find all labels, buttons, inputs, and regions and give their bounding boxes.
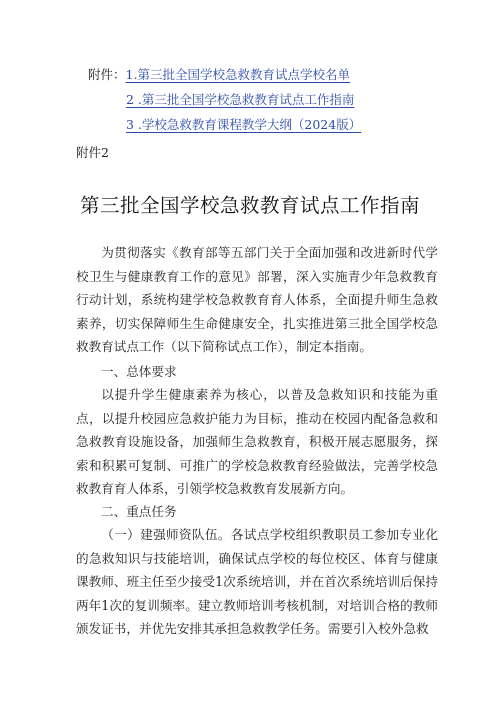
task-teachers-paragraph: （一）建强师资队伍。各试点学校组织教职员工参加专业化的急救知识与技能培训，确保试点学校的每位校区、体育与健康课教师、班主任至少接受1次系统培训，并在首次系统培训后保持两年1次的复训频率。建立教师培训考核机制，对培训合格的教师颁发证书，并优先安排其承担急救教学任务。需要引入校外急救 <box>76 527 438 637</box>
attachment-link-3[interactable]: 3 .学校急救教育课程教学大纲（2024版） <box>126 117 362 132</box>
document-title: 第三批全国学校急救教育试点工作指南 <box>79 194 420 217</box>
attachment-line-3 <box>126 117 361 133</box>
attachment-marker: 附件2 <box>76 145 109 160</box>
intro-paragraph: 为贯彻落实《教育部等五部门关于全面加强和改进新时代学校卫生与健康教育工作的意见》部署，深入实施青少年急救教育行动计划，系统构建学校急救教育育人体系，全面提升师生急救素养，切实保障师生生命健康安全，扎实推进第三批全国学校急救教育试点工作（以下简称试点工作），制定本指南。 <box>76 245 438 355</box>
section-heading-general: 一、总体要求 <box>101 364 177 379</box>
attachment-link-1[interactable]: 1.第三批全国学校急救教育试点学校名单 <box>125 67 350 82</box>
section-heading-tasks: 二、重点任务 <box>101 504 177 519</box>
attachment-link-2[interactable]: 2 .第三批全国学校急救教育试点工作指南 <box>126 92 355 107</box>
general-requirements-paragraph: 以提升学生健康素养为核心，以普及急救知识和技能为重点，以提升校园应急救护能力为目标，推动在校园内配备急救和急救教育设施设备，加强师生急救教育，积极开展志愿服务，探索和积累可复制、可推广的学校急救教育经验做法，完善学校急救教育育人体系，引领学校急救教育发展新方向。 <box>76 387 438 497</box>
attachment-line-1 <box>88 67 350 83</box>
attachment-prefix: 附件： <box>88 67 126 82</box>
attachment-line-2 <box>126 92 354 108</box>
